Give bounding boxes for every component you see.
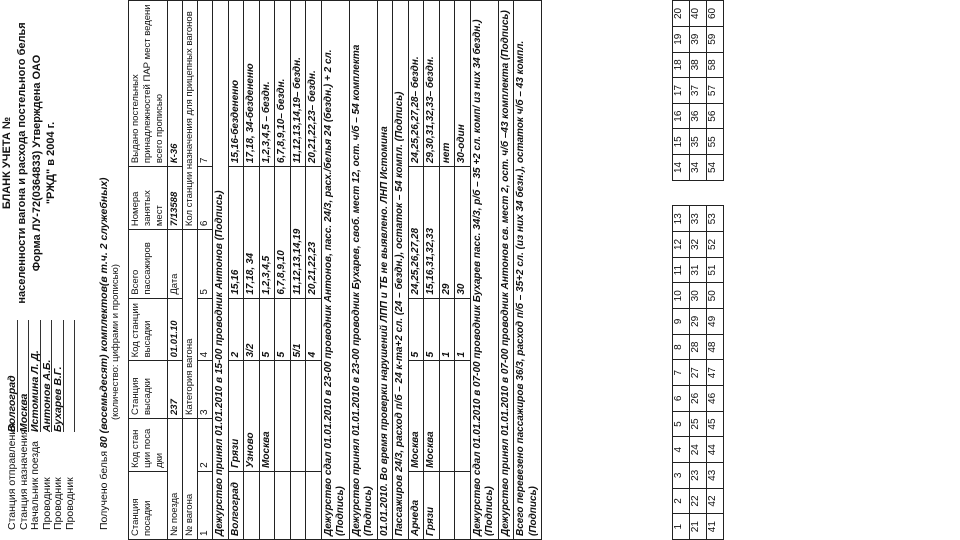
seat-cell: 4 [673,437,690,463]
linen-issued: 29,30,31,32,33– бездн. [424,1,440,167]
seat-cell: 28 [690,334,707,360]
seat-cell: 58 [707,52,724,78]
seat-numbers: 24,25,26,27,28 [408,167,424,299]
seat-cell: 31 [690,257,707,283]
seat-cell: 41 [707,514,724,540]
field-row [64,320,76,530]
station-from [244,471,260,539]
field-label: Станция назначения [17,429,30,530]
field-row [6,320,18,530]
seat-cell: 51 [707,257,724,283]
col-header: Станция посадки [129,471,168,539]
station-to: Грязи [228,361,244,472]
station-from [455,471,471,539]
seat-cell: 55 [707,129,724,155]
table-row [290,1,306,540]
linen-issued: 15,16-бездененю [228,1,244,167]
field-row [29,320,41,530]
seat-cell: 18 [673,52,690,78]
station-to [439,361,455,472]
seat-cell: 30 [690,283,707,309]
note-text: Дежурство принял 01.01.2010 в 15-00 проводник Антонов (Подпись) [213,1,229,540]
col-header: № вагона [182,418,197,539]
table-row [228,1,244,540]
col-header: № поезда [167,418,182,539]
passenger-count: 1 [439,298,455,361]
passenger-count: 5 [275,298,291,361]
seat-cell: 20 [673,1,690,27]
seat-cell: 13 [673,206,690,232]
station-to [290,361,306,472]
station-to: Узново [244,361,260,472]
field-value: Москва [18,320,30,432]
note-row [321,1,349,540]
seat-cell [690,180,707,206]
note-text: Всего перевезено пассажиров 36/3, расход п/б – 35+2 сл. (из них 34 безн.), остаток ч/б – 43 компл. (Подпись) [514,1,542,540]
note-row [470,1,498,540]
seat-cell [673,180,690,206]
seat-cell: 33 [690,206,707,232]
seat-row [673,1,690,540]
table-header-extra [182,1,197,540]
linen-issued: 11,12,13,14,19– бездн. [290,1,306,167]
seat-cell: 1 [673,514,690,540]
station-to [275,361,291,472]
col-header: Код стан ции поса дки [129,418,168,471]
seat-cell [707,180,724,206]
linen-issued: 20,21,22,23– бездн. [306,1,322,167]
seat-cell: 5 [673,411,690,437]
table-header-values [167,1,182,540]
seat-numbers: 30 [455,167,471,299]
seat-cell: 54 [707,155,724,181]
seat-cell: 39 [690,26,707,52]
table-header-row [129,1,168,540]
seat-numbers: 20,21,22,23 [306,167,322,299]
seat-cell: 38 [690,52,707,78]
seat-cell: 42 [707,488,724,514]
note-text: Дежурство принял 01.01.2010 в 07-00 проводник Антонов св. мест 2, ост. ч/б –43 комплекта (Подпись) [498,1,514,540]
seat-cell: 37 [690,78,707,104]
field-value [64,320,76,432]
table-row [439,1,455,540]
col-header: Станция высадки [129,361,168,419]
seat-cell: 44 [707,437,724,463]
seat-cell: 60 [707,1,724,27]
passenger-count: 5 [259,298,275,361]
seat-cell: 11 [673,257,690,283]
passenger-count: 5/1 [290,298,306,361]
table-row [455,1,471,540]
seat-cell: 25 [690,411,707,437]
table-body [213,1,542,540]
seat-cell: 8 [673,334,690,360]
station-from [439,471,455,539]
linen-value: 80 (восемьдесят) комплектов(в т.ч. 2 служебных) [98,177,110,448]
seat-numbers: 15,16,31,32,33 [424,167,440,299]
seat-cell: 45 [707,411,724,437]
col-number: 6 [197,167,213,230]
note-text: Дежурство сдал 01.01.2010 в 23-00 проводник Антонов, пасс. 24/3, расх./белья 24 (бездн.) + 2 сл. (Подпись) [321,1,349,540]
col-number: 7 [197,1,213,167]
station-from: Арчеда [408,471,424,539]
seat-cell: 46 [707,386,724,412]
seat-cell: 21 [690,514,707,540]
seat-cell: 36 [690,103,707,129]
seat-cell: 34 [690,155,707,181]
station-to: Москва [408,361,424,472]
linen-issued: 17,18, 34-бездененю [244,1,260,167]
form-subtitle: населенности вагона и расхода постельного белья [15,22,28,304]
note-text: Дежурство принял 01.01.2010 в 23-00 проводник Бухарев, своб. мест 12, ост. ч/б – 54 комплекта (Подпись) [349,1,377,540]
seat-cell: 43 [707,463,724,489]
form-header [0,0,60,326]
field-label: Начальник поезда [29,441,41,530]
linen-issued: 30-один [455,1,471,167]
wagon-category: К-36 [167,1,182,167]
note-row [393,1,409,540]
passenger-count: 5 [408,298,424,361]
table-row [408,1,424,540]
col-header: Категория вагона [182,230,197,419]
date: 01.01.10 [167,298,182,361]
train-number: 237 [167,361,182,419]
col-header: Номера занятых мест [129,167,168,230]
seat-numbers: 6,7,8,9,10 [275,167,291,299]
passenger-count: 2 [228,298,244,361]
seat-cell: 22 [690,488,707,514]
field-value: Антонов А.Б. [41,320,53,432]
col-header: Кол станции назначения для прицепных вагонов [182,1,197,230]
station-to [455,361,471,472]
note-row [213,1,229,540]
seat-cell: 12 [673,232,690,258]
station-from [275,471,291,539]
passenger-count: 3/2 [244,298,260,361]
header-fields [6,320,75,530]
station-from [259,471,275,539]
seat-cell: 32 [690,232,707,258]
seat-cell: 53 [707,206,724,232]
field-label: Проводник [63,477,76,530]
field-row [41,320,53,530]
note-text: Пассажиров 24/3, расход п/б – 24 к-та+2 сл. (24 – бездн.), остаток – 54 компл. (Подпись) [393,1,409,540]
seat-cell: 14 [673,155,690,181]
seat-numbers: 1,2,3,4,5 [259,167,275,299]
linen-issued: 1,2,3,4,5 – бездн. [259,1,275,167]
seat-cell: 15 [673,129,690,155]
seat-cell: 35 [690,129,707,155]
table-row [259,1,275,540]
table-row [275,1,291,540]
note-row [349,1,377,540]
field-label: Проводник [40,477,53,530]
seat-map [672,0,724,540]
seat-map-body [673,1,724,540]
seat-cell: 24 [690,437,707,463]
seat-cell: 19 [673,26,690,52]
col-header: Всего пассажиров [129,230,168,299]
field-value: Бухарев В.Г. [52,320,64,432]
note-text: Дежурство сдал 01.01.2010 в 07-00 проводник Бухарев пасс. 34/3, р/б – 35 +2 сл. комп/ из них 34 бездн.) (Подпись) [470,1,498,540]
col-header: Код станции высадки [129,298,168,361]
table-row [244,1,260,540]
passenger-count: 4 [306,298,322,361]
seat-cell: 56 [707,103,724,129]
col-header: Дата [167,230,182,299]
seat-cell: 2 [673,488,690,514]
field-label: Проводник [52,477,64,530]
seat-cell: 48 [707,334,724,360]
note-text: 01.01.2010. Во время проверки нарушений ЛПП и ТБ не выявлено. ЛНП Истомина [377,1,393,540]
seat-cell: 23 [690,463,707,489]
seat-cell: 27 [690,360,707,386]
station-from: Волгоград [228,471,244,539]
form-approval: "РЖД" в 2004 г. [45,121,58,205]
seat-cell: 29 [690,309,707,335]
seat-cell: 40 [690,1,707,27]
seat-numbers: 15,16 [228,167,244,299]
station-from [290,471,306,539]
seat-cell: 26 [690,386,707,412]
field-row [18,320,30,530]
linen-issued: 24,25,26,27,28– бездн. [408,1,424,167]
field-label: Станция отправления [6,423,18,530]
col-number: 4 [197,298,213,361]
station-from: Грязи [424,471,440,539]
station-to [306,361,322,472]
seat-cell: 49 [707,309,724,335]
field-value: Истомина Л. Д. [29,320,41,432]
seat-cell: 52 [707,232,724,258]
seat-numbers: 29 [439,167,455,299]
station-to: Москва [424,361,440,472]
field-value: Волгоград [6,320,18,432]
seat-numbers: 17,18, 34 [244,167,260,299]
passenger-count: 1 [455,298,471,361]
seat-cell: 47 [707,360,724,386]
wagon-number: 7/13588 [167,167,182,230]
passenger-table [128,0,542,540]
seat-cell: 59 [707,26,724,52]
form-title: БЛАНК УЧЕТА № [1,116,13,210]
col-header: Выдано постельных принадлежностей ПАР мест ведени всего прописью [129,1,168,167]
station-to: Москва [259,361,275,472]
station-from [306,471,322,539]
col-number: 1 [197,471,213,539]
col-number: 2 [197,418,213,471]
form-code: Форма ЛУ-72(0364833) Утверждена ОАО [30,54,43,272]
col-number: 5 [197,230,213,299]
linen-issued: 6,7,8,9,10– бездн. [275,1,291,167]
note-row [377,1,393,540]
seat-cell: 10 [673,283,690,309]
note-row [498,1,514,540]
seat-row [690,1,707,540]
seat-cell: 7 [673,360,690,386]
seat-numbers: 11,12,13,14,19 [290,167,306,299]
note-row [514,1,542,540]
seat-cell: 16 [673,103,690,129]
passenger-count: 5 [424,298,440,361]
linen-issued: нет [439,1,455,167]
col-number-row [197,1,213,540]
seat-cell: 3 [673,463,690,489]
linen-label: Получено белья [98,450,110,530]
seat-cell: 57 [707,78,724,104]
seat-row [707,1,724,540]
seat-cell: 17 [673,78,690,104]
table-row [424,1,440,540]
seat-cell: 50 [707,283,724,309]
linen-hint: (количество: цифрами и прописью) [110,264,121,420]
seat-cell: 6 [673,386,690,412]
table-row [306,1,322,540]
seat-cell: 9 [673,309,690,335]
field-row [52,320,64,530]
col-number: 3 [197,361,213,419]
